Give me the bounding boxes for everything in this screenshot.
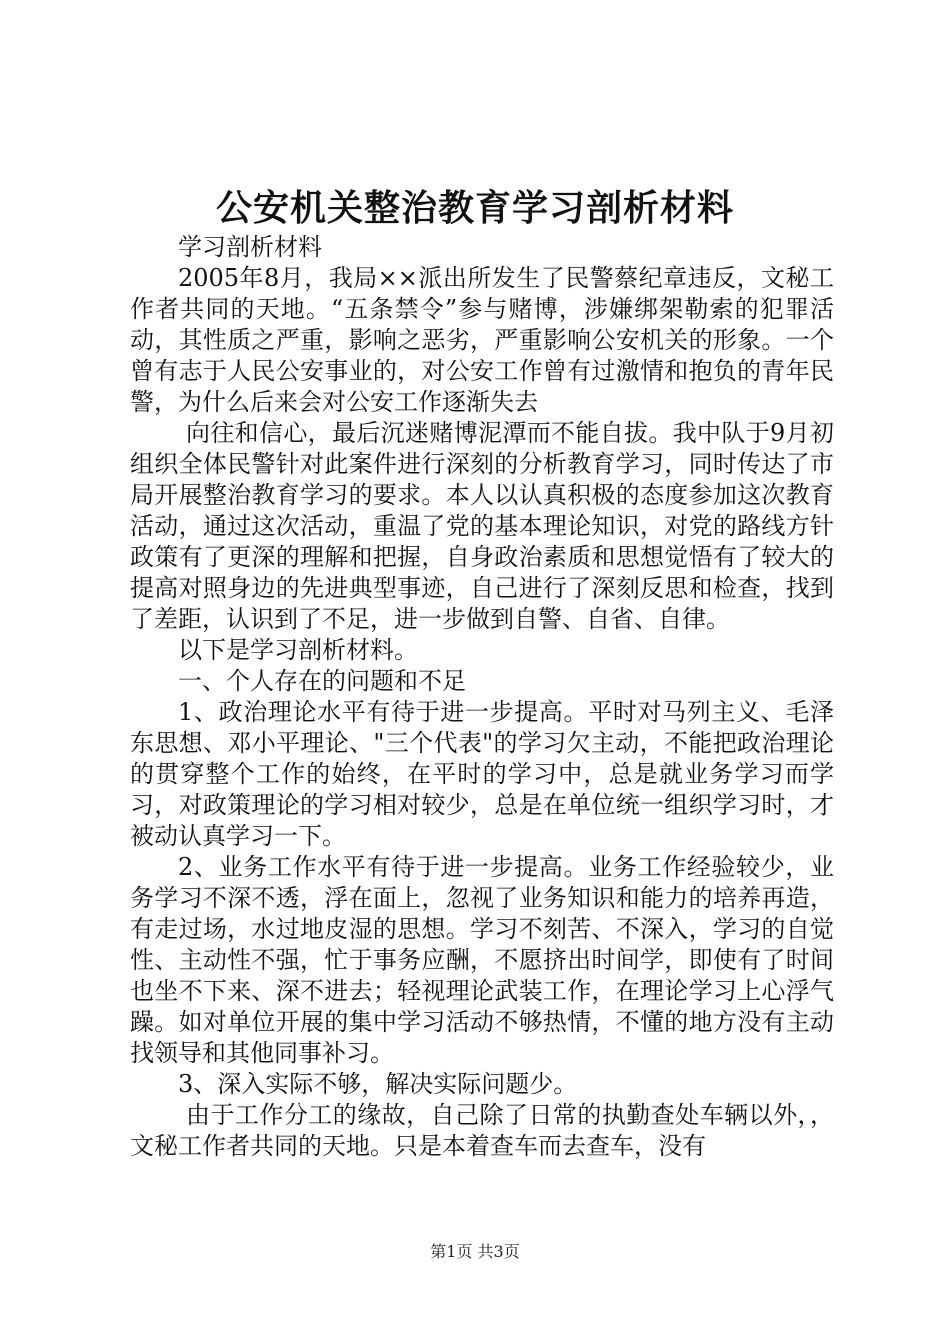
paragraph: 1、政治理论水平有待于进一步提高。平时对马列主义、毛泽东思想、邓小平理论、"三个代表"的学习欠主动，不能把政治理论的贯穿整个工作的始终，在平时的学习中，总是就业务学习而学习，对政策理论的学习相对较少，总是在单位统一组织学习时，才被动认真学习一下。 — [130, 698, 834, 850]
page-footer: 第1页 共3页 — [430, 1242, 520, 1261]
section-heading: 一、个人存在的问题和不足 — [178, 667, 466, 695]
paragraph: 以下是学习剖析材料。 — [178, 636, 418, 664]
paragraph: 2、业务工作水平有待于进一步提高。业务工作经验较少，业务学习不深不透，浮在面上，忽视了业务知识和能力的培养再造，有走过场，水过地皮湿的思想。学习不刻苦、不深入，学习的自觉性、主动性不强，忙于事务应酬，不愿挤出时间学，即使有了时间也坐不下来、深不进去；轻视理论武装工作，在理论学习上心浮气躁。如对单位开展的集中学习活动不够热情，不懂的地方没有主动找领导和其他同事补习。 — [130, 853, 834, 1067]
document-body — [130, 232, 834, 1162]
paragraph: 学习剖析材料 — [178, 233, 322, 261]
paragraph: 2005年8月，我局××派出所发生了民警蔡纪章违反，文秘工作者共同的天地。“五条禁令”参与赌博，涉嫌绑架勒索的犯罪活动，其性质之严重，影响之恶劣，严重影响公安机关的形象。一个曾有志于人民公安事业的，对公安工作曾有过激情和抱负的青年民警，为什么后来会对公安工作逐渐失去 — [130, 264, 834, 416]
document-title: 公安机关整治教育学习剖析材料 — [215, 187, 734, 229]
paragraph: 向往和信心，最后沉迷赌博泥潭而不能自拔。我中队于9月初组织全体民警针对此案件进行深刻的分析教育学习，同时传达了市局开展整治教育学习的要求。本人以认真积极的态度参加这次教育活动，通过这次活动，重温了党的基本理论知识，对党的路线方针政策有了更深的理解和把握，自身政治素质和思想觉悟有了较大的提高对照身边的先进典型事迹，自己进行了深刻反思和检查，找到了差距，认识到了不足，进一步做到自警、自省、自律。 — [130, 419, 834, 633]
paragraph: 由于工作分工的缘故，自己除了日常的执勤查处车辆以外，，文秘工作者共同的天地。只是本着查车而去查车，没有 — [130, 1101, 834, 1160]
paragraph: 3、深入实际不够，解决实际问题少。 — [178, 1070, 578, 1098]
